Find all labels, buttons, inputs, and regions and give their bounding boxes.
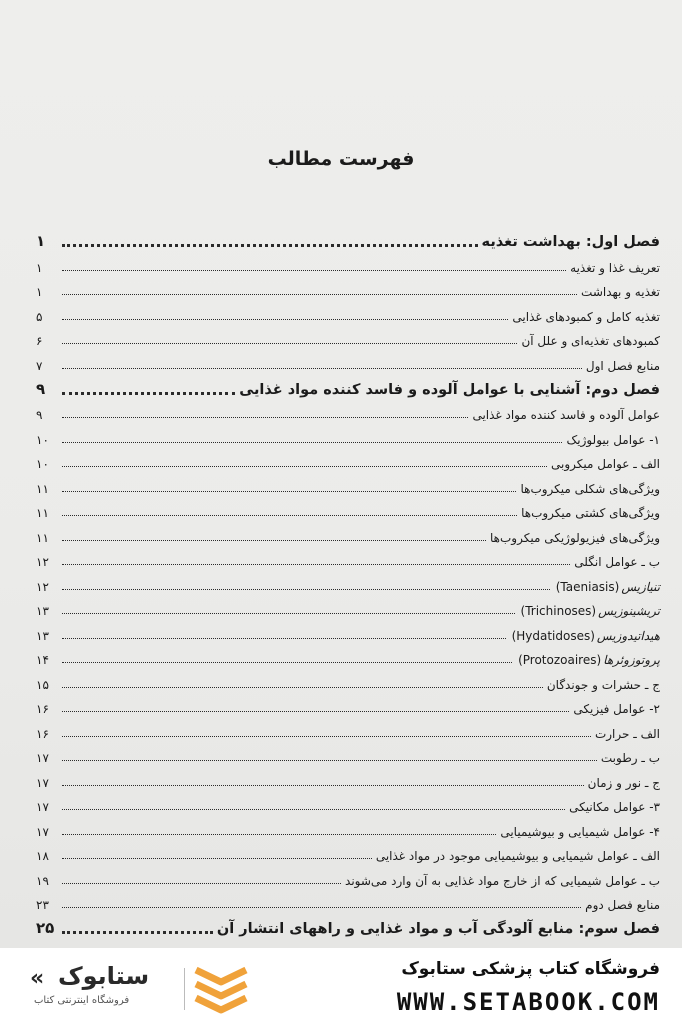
dot-leader — [62, 244, 478, 247]
toc-entry[interactable] — [36, 299, 660, 324]
toc-entry-title: عوامل آلوده و فاسد کننده مواد غذایی — [472, 408, 660, 422]
toc-entry-title: منابع فصل دوم — [585, 898, 660, 912]
toc-entry-title: کمبودهای تغذیه‌ای و علل آن — [521, 334, 660, 348]
toc-entry[interactable] — [36, 888, 660, 913]
dot-leader — [62, 809, 565, 810]
toc-entry-title: ب ـ رطوبت — [600, 751, 660, 765]
toc-chapter-entry[interactable] — [36, 226, 660, 250]
toc-page-number: ۱۹ — [36, 873, 49, 888]
toc-entry[interactable] — [36, 250, 660, 275]
logo-subtitle: فروشگاه اینترنتی کتاب — [34, 995, 130, 1006]
toc-page-number: ۱۶ — [36, 726, 49, 741]
toc-entry-title: فصل دوم: آشنایی با عوامل آلوده و فاسد کننده مواد غذایی — [239, 381, 660, 398]
toc-entry[interactable] — [36, 814, 660, 839]
dot-leader — [62, 760, 597, 761]
toc-page-number: ۱۷ — [36, 824, 49, 839]
table-of-contents — [36, 226, 660, 937]
toc-entry-latin-term: (Trichinoses) — [520, 604, 597, 618]
dot-leader — [62, 834, 496, 835]
toc-page-number: ۱ — [36, 260, 43, 275]
toc-page-number: ۱ — [36, 232, 46, 250]
toc-entry[interactable] — [36, 839, 660, 864]
toc-entry[interactable] — [36, 569, 660, 594]
toc-entry-title: الف ـ عوامل میکروبی — [550, 457, 660, 471]
toc-entry[interactable] — [36, 348, 660, 373]
toc-entry[interactable] — [36, 520, 660, 545]
toc-page-number: ۱۵ — [36, 677, 49, 692]
dot-leader — [62, 540, 486, 541]
store-name: فروشگاه کتاب پزشکی ستابوک — [401, 959, 660, 979]
dot-leader — [62, 931, 213, 934]
dot-leader — [62, 785, 584, 786]
toc-page-number: ۱۱ — [36, 481, 49, 496]
toc-page-number: ۱۲ — [36, 579, 49, 594]
dot-leader — [62, 515, 517, 516]
toc-entry[interactable] — [36, 545, 660, 570]
toc-page-number: ۱۸ — [36, 849, 49, 863]
toc-entry[interactable] — [36, 275, 660, 300]
toc-entry-title: ۴- عوامل شیمیایی و بیوشیمیایی — [500, 824, 660, 839]
dot-leader — [62, 883, 341, 884]
toc-entry-title: ج ـ حشرات و جوندگان — [546, 677, 660, 692]
toc-page-number: ۱۰ — [36, 432, 49, 447]
logo-divider — [184, 968, 185, 1010]
toc-page-number: ۷ — [36, 358, 43, 373]
toc-entry[interactable] — [36, 496, 660, 521]
toc-entry[interactable] — [36, 716, 660, 741]
dot-leader — [62, 368, 582, 369]
toc-page-number: ۱۰ — [36, 457, 49, 471]
toc-entry-title: فصل سوم: منابع آلودگی آب و مواد غذایی و راههای انتشار آن — [216, 921, 660, 937]
toc-page-number: ۱۷ — [36, 800, 49, 814]
toc-entry-title: الف ـ عوامل شیمیایی و بیوشیمیایی موجود در مواد غذایی — [375, 849, 660, 863]
dot-leader — [62, 392, 235, 395]
dot-leader — [62, 638, 506, 639]
toc-entry-title: ج ـ نور و زمان — [587, 775, 660, 790]
toc-entry[interactable] — [36, 863, 660, 888]
setabook-logo[interactable] — [24, 962, 254, 1014]
toc-entry-title: تغذیه و بهداشت — [581, 285, 660, 299]
dot-leader — [62, 711, 569, 712]
toc-entry-title: فصل اول: بهداشت تغذیه — [481, 234, 660, 250]
toc-entry-title: ب ـ عوامل شیمیایی که از خارج مواد غذایی به آن وارد می‌شوند — [345, 873, 660, 888]
toc-page-number: ۱۱ — [36, 506, 49, 520]
toc-entry[interactable] — [36, 765, 660, 790]
dot-leader — [62, 907, 581, 908]
dot-leader — [62, 613, 515, 614]
toc-entry-title: منابع فصل اول — [585, 358, 660, 373]
toc-page-number: ۲۳ — [36, 898, 49, 912]
page-title: فهرست مطالب — [267, 148, 415, 170]
dot-leader — [62, 294, 577, 295]
toc-page-number: ۵ — [36, 309, 43, 324]
toc-entry[interactable] — [36, 398, 660, 423]
toc-chapter-entry[interactable] — [36, 373, 660, 398]
store-banner — [0, 948, 682, 1024]
toc-entry-title: ویژگی‌های فیزیولوژیکی میکروب‌ها — [490, 530, 660, 545]
toc-entry-title: تعریف غذا و تغذیه — [570, 260, 660, 275]
dot-leader — [62, 343, 517, 344]
toc-page-number: ۱۲ — [36, 555, 49, 569]
toc-page-number: ۲۵ — [36, 919, 55, 937]
toc-entry-latin-term: (Protozoaires) — [518, 653, 602, 667]
toc-page-number: ۱۳ — [36, 628, 49, 643]
toc-page-number: ۶ — [36, 334, 43, 348]
toc-page-number: ۱ — [36, 285, 43, 299]
dot-leader — [62, 319, 508, 320]
dot-leader — [62, 736, 591, 737]
toc-entry[interactable] — [36, 643, 660, 668]
toc-entry-title: پروتوزوئرها(Protozoaires) — [518, 653, 660, 667]
toc-entry[interactable] — [36, 422, 660, 447]
toc-page-number: ۱۱ — [36, 530, 49, 545]
dot-leader — [62, 491, 516, 492]
toc-entry-title: ۲- عوامل فیزیکی — [573, 702, 660, 716]
dot-leader — [62, 687, 543, 688]
toc-chapter-entry[interactable] — [36, 912, 660, 937]
toc-page-number: ۹ — [36, 408, 43, 422]
toc-entry-title: الف ـ حرارت — [594, 726, 660, 741]
toc-page-number: ۱۷ — [36, 751, 49, 765]
toc-entry-latin-term: (Taeniasis) — [555, 579, 620, 594]
dot-leader — [62, 466, 547, 467]
toc-page-number: ۱۶ — [36, 702, 49, 716]
toc-entry-title: ب ـ عوامل انگلی — [574, 555, 660, 569]
toc-page-number: ۱۷ — [36, 775, 49, 790]
toc-entry[interactable] — [36, 594, 660, 619]
toc-entry-title: ۳- عوامل مکانیکی — [569, 800, 660, 814]
dot-leader — [62, 564, 570, 565]
toc-entry[interactable] — [36, 324, 660, 349]
dot-leader — [62, 417, 468, 418]
toc-entry-title: ویژگی‌های کشتی میکروب‌ها — [521, 506, 660, 520]
dot-leader — [62, 858, 372, 859]
toc-page-number: ۱۴ — [36, 653, 49, 667]
book-stack-icon — [192, 962, 250, 1014]
toc-entry-latin-term: (Hydatidoses) — [511, 628, 595, 643]
dot-leader — [62, 270, 566, 271]
toc-entry-title: ۱- عوامل بیولوژیک — [566, 432, 660, 447]
toc-entry[interactable] — [36, 471, 660, 496]
toc-entry[interactable] — [36, 741, 660, 766]
toc-entry[interactable] — [36, 618, 660, 643]
toc-entry[interactable] — [36, 790, 660, 815]
toc-entry-title: تریشینوزیس(Trichinoses) — [520, 604, 660, 618]
toc-entry[interactable] — [36, 692, 660, 717]
toc-entry-title: هیداتیدوزیس(Hydatidoses) — [511, 628, 660, 643]
toc-entry[interactable] — [36, 447, 660, 472]
toc-entry-title: تغذیه کامل و کمبودهای غذایی — [512, 309, 660, 324]
toc-entry-title: تنیازیس(Taeniasis) — [555, 579, 660, 594]
toc-page-number: ۹ — [36, 379, 46, 398]
toc-entry[interactable] — [36, 667, 660, 692]
double-chevron-icon: « — [30, 966, 45, 991]
dot-leader — [62, 662, 512, 663]
store-url[interactable]: WWW.SETABOOK.COM — [396, 988, 660, 1016]
toc-page-number: ۱۳ — [36, 604, 49, 618]
toc-entry-title: ویژگی‌های شکلی میکروب‌ها — [520, 481, 660, 496]
dot-leader — [62, 442, 562, 443]
logo-wordmark: ستابوک — [58, 962, 150, 990]
dot-leader — [62, 589, 550, 590]
